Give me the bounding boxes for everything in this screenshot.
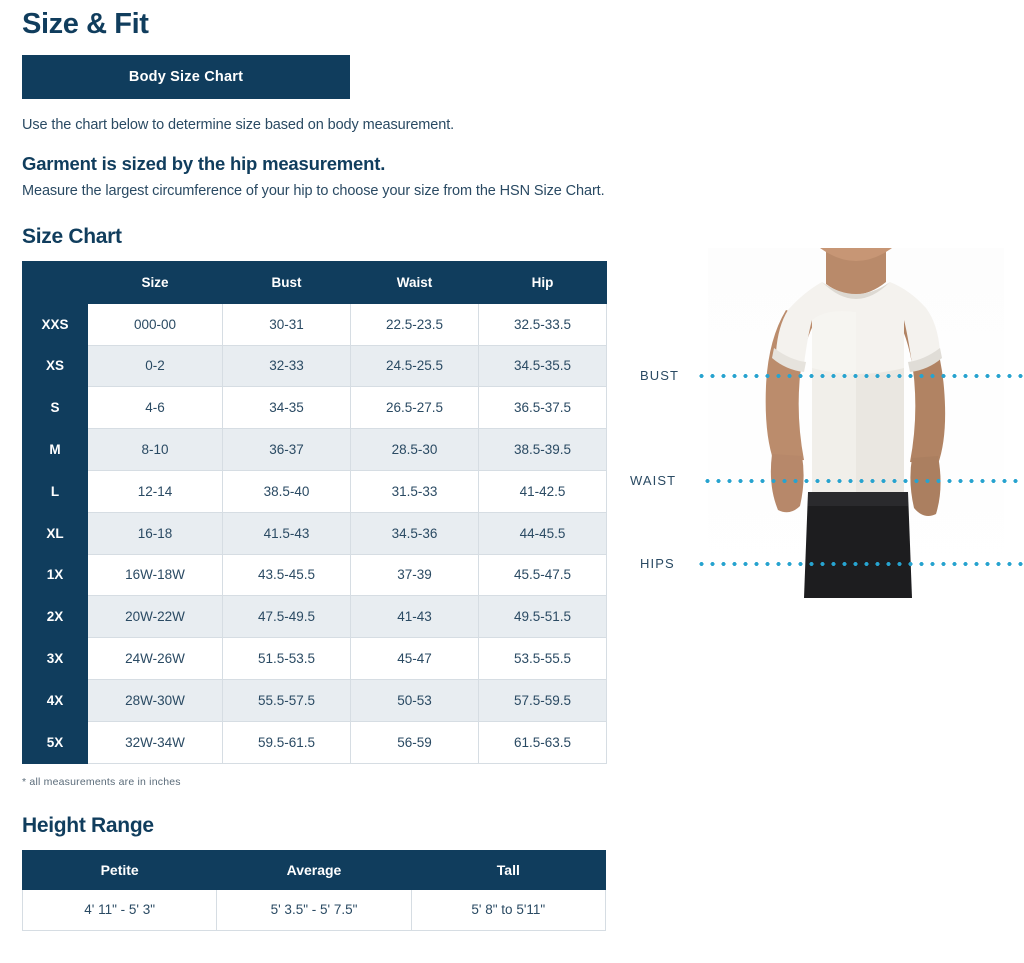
cell-waist: 26.5-27.5 <box>351 387 479 429</box>
cell-size: 0-2 <box>88 345 223 387</box>
cell-hip: 49.5-51.5 <box>479 596 607 638</box>
measure-instruction: Measure the largest circumference of your hip to choose your size from the HSN Size Chart. <box>22 183 605 199</box>
column-header-corner <box>23 262 88 304</box>
cell-bust: 43.5-45.5 <box>223 554 351 596</box>
cell-bust: 47.5-49.5 <box>223 596 351 638</box>
table-row <box>23 303 607 345</box>
waist-label: WAIST <box>630 473 677 488</box>
row-label: 2X <box>23 596 88 638</box>
content-column <box>22 0 642 931</box>
cell-average: 5' 3.5" - 5' 7.5" <box>217 889 411 930</box>
height-range-heading: Height Range <box>22 813 154 837</box>
model-illustration <box>708 248 1004 598</box>
cell-waist: 37-39 <box>351 554 479 596</box>
column-header-size: Size <box>88 262 223 304</box>
waist-dotted-line <box>702 479 1024 483</box>
cell-size: 32W-34W <box>88 721 223 763</box>
cell-petite: 4' 11" - 5' 3" <box>23 889 217 930</box>
cell-tall: 5' 8" to 5'11" <box>411 889 605 930</box>
table-row <box>23 889 606 930</box>
table-header-row <box>23 850 606 889</box>
cell-bust: 30-31 <box>223 303 351 345</box>
cell-size: 16-18 <box>88 512 223 554</box>
column-header-tall: Tall <box>411 850 605 889</box>
cell-hip: 44-45.5 <box>479 512 607 554</box>
size-chart-body <box>23 303 607 763</box>
cell-bust: 41.5-43 <box>223 512 351 554</box>
column-header-waist: Waist <box>351 262 479 304</box>
column-header-average: Average <box>217 850 411 889</box>
cell-bust: 36-37 <box>223 429 351 471</box>
sized-by-heading: Garment is sized by the hip measurement. <box>22 153 386 174</box>
row-label: S <box>23 387 88 429</box>
table-row <box>23 470 607 512</box>
cell-waist: 34.5-36 <box>351 512 479 554</box>
cell-hip: 32.5-33.5 <box>479 303 607 345</box>
cell-size: 28W-30W <box>88 679 223 721</box>
column-header-bust: Bust <box>223 262 351 304</box>
cell-bust: 59.5-61.5 <box>223 721 351 763</box>
row-label: L <box>23 470 88 512</box>
table-row <box>23 721 607 763</box>
cell-hip: 45.5-47.5 <box>479 554 607 596</box>
cell-hip: 41-42.5 <box>479 470 607 512</box>
cell-hip: 38.5-39.5 <box>479 429 607 471</box>
cell-size: 8-10 <box>88 429 223 471</box>
cell-bust: 32-33 <box>223 345 351 387</box>
height-range-header <box>23 850 606 889</box>
cell-bust: 55.5-57.5 <box>223 679 351 721</box>
intro-text: Use the chart below to determine size based on body measurement. <box>22 117 455 133</box>
table-row <box>23 429 607 471</box>
body-size-chart-tab[interactable]: Body Size Chart <box>22 55 350 99</box>
cell-waist: 24.5-25.5 <box>351 345 479 387</box>
row-label: 1X <box>23 554 88 596</box>
size-chart-table <box>22 261 607 764</box>
cell-waist: 50-53 <box>351 679 479 721</box>
cell-waist: 45-47 <box>351 638 479 680</box>
table-row <box>23 345 607 387</box>
cell-size: 12-14 <box>88 470 223 512</box>
hips-label: HIPS <box>640 556 675 571</box>
table-header-row <box>23 262 607 304</box>
column-header-petite: Petite <box>23 850 217 889</box>
row-label: M <box>23 429 88 471</box>
cell-hip: 36.5-37.5 <box>479 387 607 429</box>
table-row <box>23 679 607 721</box>
row-label: 4X <box>23 679 88 721</box>
cell-bust: 34-35 <box>223 387 351 429</box>
cell-hip: 34.5-35.5 <box>479 345 607 387</box>
height-range-body <box>23 889 606 930</box>
cell-bust: 38.5-40 <box>223 470 351 512</box>
bust-dotted-line <box>696 374 1024 378</box>
table-row <box>23 554 607 596</box>
cell-size: 4-6 <box>88 387 223 429</box>
column-header-hip: Hip <box>479 262 607 304</box>
cell-size: 20W-22W <box>88 596 223 638</box>
page-title: Size & Fit <box>22 8 149 40</box>
row-label: XXS <box>23 303 88 345</box>
model-photo <box>708 248 1004 598</box>
cell-size: 16W-18W <box>88 554 223 596</box>
hips-dotted-line <box>696 562 1024 566</box>
cell-bust: 51.5-53.5 <box>223 638 351 680</box>
cell-waist: 56-59 <box>351 721 479 763</box>
cell-waist: 31.5-33 <box>351 470 479 512</box>
bust-label: BUST <box>640 368 680 383</box>
measurements-footnote: * all measurements are in inches <box>22 775 181 788</box>
table-row <box>23 638 607 680</box>
size-chart-heading: Size Chart <box>22 225 122 248</box>
row-label: 5X <box>23 721 88 763</box>
cell-hip: 53.5-55.5 <box>479 638 607 680</box>
size-chart-header <box>23 262 607 304</box>
cell-waist: 41-43 <box>351 596 479 638</box>
cell-waist: 28.5-30 <box>351 429 479 471</box>
cell-waist: 22.5-23.5 <box>351 303 479 345</box>
cell-hip: 57.5-59.5 <box>479 679 607 721</box>
table-row <box>23 512 607 554</box>
height-range-table <box>22 850 606 931</box>
table-row <box>23 387 607 429</box>
table-row <box>23 596 607 638</box>
cell-hip: 61.5-63.5 <box>479 721 607 763</box>
row-label: 3X <box>23 638 88 680</box>
cell-size: 24W-26W <box>88 638 223 680</box>
measurement-figure <box>630 248 1024 628</box>
row-label: XS <box>23 345 88 387</box>
cell-size: 000-00 <box>88 303 223 345</box>
row-label: XL <box>23 512 88 554</box>
